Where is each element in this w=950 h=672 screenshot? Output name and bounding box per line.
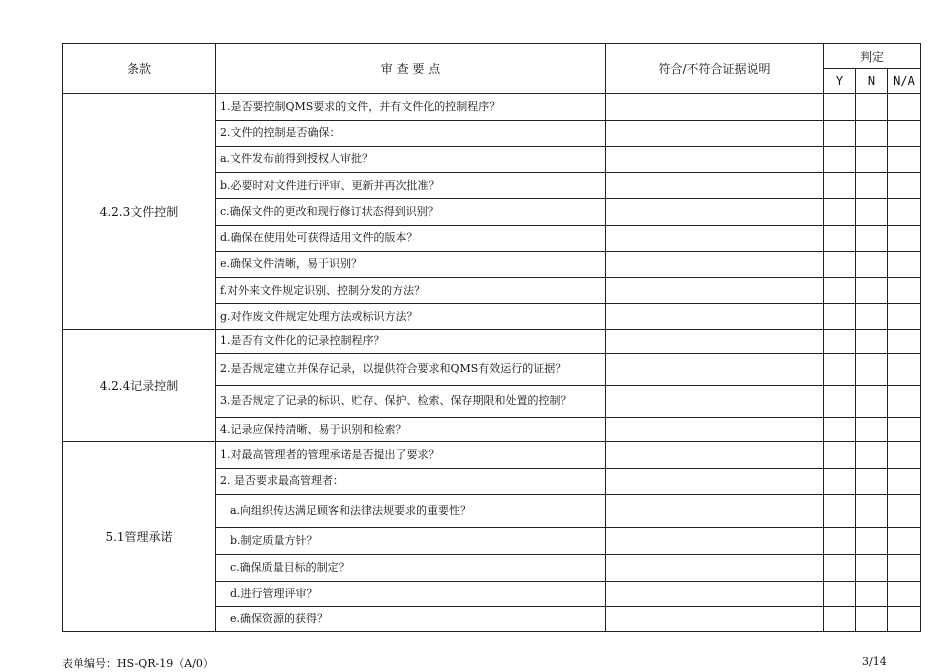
judgement-n-cell[interactable] <box>856 555 888 582</box>
judgement-na-cell[interactable] <box>888 94 921 120</box>
judgement-y-cell[interactable] <box>824 494 856 527</box>
judgement-y-cell[interactable] <box>824 120 856 146</box>
judgement-y-cell[interactable] <box>824 251 856 277</box>
judgement-n-cell[interactable] <box>856 468 888 494</box>
judgement-na-cell[interactable] <box>888 468 921 494</box>
judgement-na-cell[interactable] <box>888 528 921 555</box>
judgement-y-cell[interactable] <box>824 304 856 330</box>
evidence-cell[interactable] <box>606 304 824 330</box>
judgement-na-cell[interactable] <box>888 251 921 277</box>
evidence-cell[interactable] <box>606 528 824 555</box>
header-audit-points: 审 查 要 点 <box>216 44 606 94</box>
judgement-n-cell[interactable] <box>856 304 888 330</box>
judgement-na-cell[interactable] <box>888 330 921 353</box>
audit-item: 4.记录应保持清晰、易于识别和检索？ <box>216 418 606 442</box>
evidence-cell[interactable] <box>606 442 824 468</box>
audit-item: 2.文件的控制是否确保： <box>216 120 606 146</box>
evidence-cell[interactable] <box>606 146 824 172</box>
judgement-na-cell[interactable] <box>888 199 921 225</box>
audit-item: a.文件发布前得到授权人审批？ <box>216 146 606 172</box>
page-number: 3/14 <box>862 655 887 668</box>
audit-item: d.进行管理评审？ <box>216 582 606 606</box>
judgement-na-cell[interactable] <box>888 304 921 330</box>
judgement-y-cell[interactable] <box>824 146 856 172</box>
evidence-cell[interactable] <box>606 555 824 582</box>
judgement-na-cell[interactable] <box>888 225 921 251</box>
judgement-na-cell[interactable] <box>888 606 921 631</box>
table-row <box>63 94 921 120</box>
judgement-y-cell[interactable] <box>824 330 856 353</box>
judgement-y-cell[interactable] <box>824 225 856 251</box>
judgement-y-cell[interactable] <box>824 418 856 442</box>
judgement-y-cell[interactable] <box>824 468 856 494</box>
evidence-cell[interactable] <box>606 251 824 277</box>
header-judgement: 判定 <box>824 44 921 69</box>
judgement-na-cell[interactable] <box>888 173 921 199</box>
judgement-n-cell[interactable] <box>856 418 888 442</box>
judgement-na-cell[interactable] <box>888 146 921 172</box>
evidence-cell[interactable] <box>606 385 824 417</box>
evidence-cell[interactable] <box>606 468 824 494</box>
evidence-cell[interactable] <box>606 277 824 303</box>
evidence-cell[interactable] <box>606 330 824 353</box>
judgement-na-cell[interactable] <box>888 442 921 468</box>
judgement-na-cell[interactable] <box>888 353 921 385</box>
judgement-n-cell[interactable] <box>856 442 888 468</box>
judgement-y-cell[interactable] <box>824 277 856 303</box>
judgement-n-cell[interactable] <box>856 225 888 251</box>
judgement-n-cell[interactable] <box>856 582 888 606</box>
audit-item: e.确保资源的获得？ <box>216 606 606 631</box>
judgement-n-cell[interactable] <box>856 173 888 199</box>
judgement-y-cell[interactable] <box>824 94 856 120</box>
audit-item: f.对外来文件规定识别、控制分发的方法？ <box>216 277 606 303</box>
audit-item: 1.是否要控制QMS要求的文件，并有文件化的控制程序？ <box>216 94 606 120</box>
judgement-y-cell[interactable] <box>824 385 856 417</box>
audit-item: 1.是否有文件化的记录控制程序？ <box>216 330 606 353</box>
judgement-n-cell[interactable] <box>856 494 888 527</box>
audit-item: 2. 是否要求最高管理者： <box>216 468 606 494</box>
table-row <box>63 442 921 468</box>
audit-item: 1.对最高管理者的管理承诺是否提出了要求？ <box>216 442 606 468</box>
audit-item: b.制定质量方针？ <box>216 528 606 555</box>
judgement-n-cell[interactable] <box>856 146 888 172</box>
form-number: 表单编号：HS-QR-19（A/0） <box>62 657 214 670</box>
audit-checklist-table <box>62 43 921 632</box>
judgement-na-cell[interactable] <box>888 120 921 146</box>
header-y: Y <box>824 69 856 94</box>
evidence-cell[interactable] <box>606 353 824 385</box>
judgement-n-cell[interactable] <box>856 120 888 146</box>
header-clause: 条款 <box>63 44 216 94</box>
judgement-n-cell[interactable] <box>856 251 888 277</box>
table-row <box>63 330 921 353</box>
evidence-cell[interactable] <box>606 225 824 251</box>
evidence-cell[interactable] <box>606 494 824 527</box>
header-na: N/A <box>888 69 921 94</box>
judgement-y-cell[interactable] <box>824 606 856 631</box>
audit-item: c.确保质量目标的制定？ <box>216 555 606 582</box>
evidence-cell[interactable] <box>606 606 824 631</box>
judgement-y-cell[interactable] <box>824 555 856 582</box>
audit-item: c.确保文件的更改和现行修订状态得到识别？ <box>216 199 606 225</box>
audit-item: 2.是否规定建立并保存记录，以提供符合要求和QMS有效运行的证据？ <box>216 353 606 385</box>
judgement-y-cell[interactable] <box>824 199 856 225</box>
judgement-n-cell[interactable] <box>856 94 888 120</box>
judgement-y-cell[interactable] <box>824 173 856 199</box>
audit-item: d.确保在使用处可获得适用文件的版本？ <box>216 225 606 251</box>
judgement-na-cell[interactable] <box>888 582 921 606</box>
judgement-n-cell[interactable] <box>856 199 888 225</box>
judgement-n-cell[interactable] <box>856 330 888 353</box>
judgement-n-cell[interactable] <box>856 606 888 631</box>
evidence-cell[interactable] <box>606 418 824 442</box>
judgement-y-cell[interactable] <box>824 528 856 555</box>
evidence-cell[interactable] <box>606 94 824 120</box>
clause-cell: 4.2.3文件控制 <box>63 94 216 330</box>
evidence-cell[interactable] <box>606 582 824 606</box>
judgement-na-cell[interactable] <box>888 277 921 303</box>
header-n: N <box>856 69 888 94</box>
judgement-y-cell[interactable] <box>824 442 856 468</box>
evidence-cell[interactable] <box>606 120 824 146</box>
audit-item: b.必要时对文件进行评审、更新并再次批准？ <box>216 173 606 199</box>
judgement-na-cell[interactable] <box>888 385 921 417</box>
evidence-cell[interactable] <box>606 199 824 225</box>
audit-item: g.对作废文件规定处理方法或标识方法？ <box>216 304 606 330</box>
judgement-n-cell[interactable] <box>856 385 888 417</box>
judgement-na-cell[interactable] <box>888 555 921 582</box>
judgement-n-cell[interactable] <box>856 528 888 555</box>
audit-item: a.向组织传达满足顾客和法律法规要求的重要性？ <box>216 494 606 527</box>
evidence-cell[interactable] <box>606 173 824 199</box>
judgement-na-cell[interactable] <box>888 494 921 527</box>
clause-cell: 5.1管理承诺 <box>63 442 216 632</box>
judgement-y-cell[interactable] <box>824 353 856 385</box>
header-evidence: 符合/不符合证据说明 <box>606 44 824 94</box>
clause-cell: 4.2.4记录控制 <box>63 330 216 442</box>
judgement-na-cell[interactable] <box>888 418 921 442</box>
judgement-n-cell[interactable] <box>856 353 888 385</box>
judgement-y-cell[interactable] <box>824 582 856 606</box>
judgement-n-cell[interactable] <box>856 277 888 303</box>
audit-item: 3.是否规定了记录的标识、贮存、保护、检索、保存期限和处置的控制？ <box>216 385 606 417</box>
audit-item: e.确保文件清晰，易于识别？ <box>216 251 606 277</box>
